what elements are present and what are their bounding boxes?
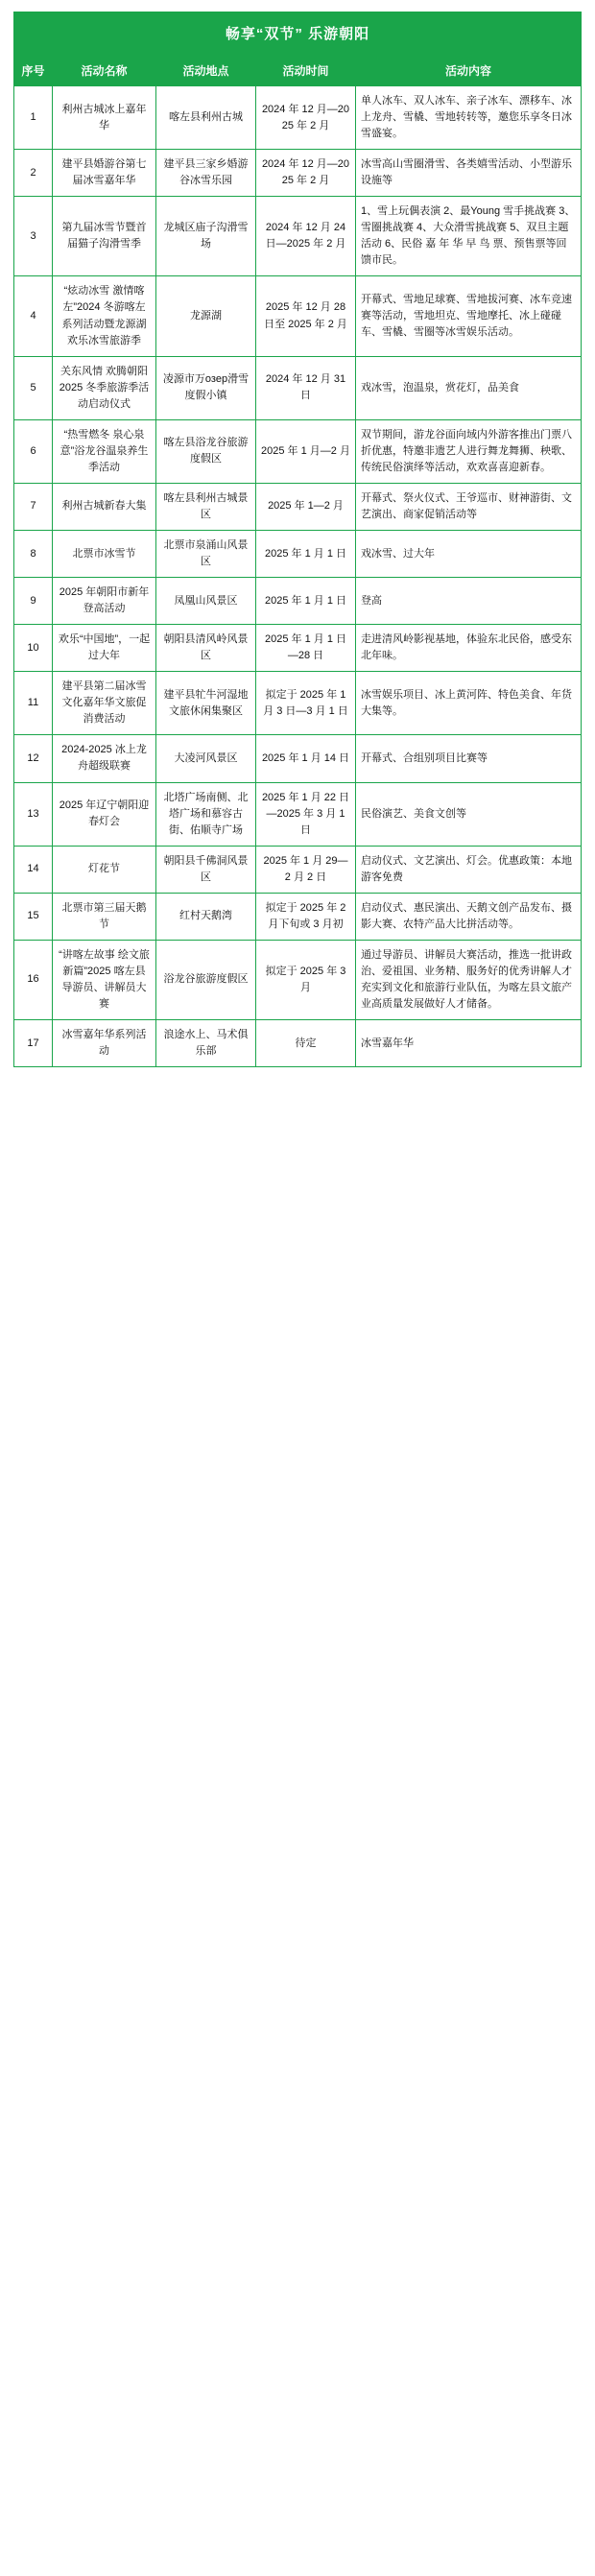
column-header-name: 活动名称 xyxy=(53,56,156,86)
row-index-cell: 5 xyxy=(14,356,53,419)
activity-name-cell: 冰雪嘉年华系列活动 xyxy=(53,1020,156,1067)
activity-desc-cell: 双节期间，游龙谷面向域内外游客推出门票八折优惠，特邀非遗艺人进行舞龙舞狮、秧歌、传统民俗演绎等活动，欢欢喜喜迎新春。 xyxy=(356,419,582,483)
activity-desc-cell: 冰雪嘉年华 xyxy=(356,1020,582,1067)
activity-desc-cell: 启动仪式、文艺演出、灯会。优惠政策：本地游客免费 xyxy=(356,846,582,893)
row-index-cell: 9 xyxy=(14,578,53,625)
activity-place-cell: 龙城区庙子沟滑雪场 xyxy=(156,197,256,276)
table-row xyxy=(14,625,582,672)
activity-desc-cell: 冰雪高山雪圈滑雪、各类嬉雪活动、小型游乐设施等 xyxy=(356,150,582,197)
activity-name-cell: 利州古城冰上嘉年华 xyxy=(53,86,156,150)
row-index-cell: 2 xyxy=(14,150,53,197)
table-row xyxy=(14,86,582,150)
activity-name-cell: 北票市第三届天鹅节 xyxy=(53,893,156,940)
activity-desc-cell: 戏冰雪、过大年 xyxy=(356,530,582,577)
table-row xyxy=(14,940,582,1019)
row-index-cell: 13 xyxy=(14,782,53,846)
activity-time-cell: 2024 年 12 月—2025 年 2 月 xyxy=(256,150,356,197)
row-index-cell: 6 xyxy=(14,419,53,483)
activity-time-cell: 拟定于 2025 年 1 月 3 日—3 月 1 日 xyxy=(256,672,356,735)
activity-name-cell: 2024-2025 冰上龙舟超级联赛 xyxy=(53,735,156,782)
activity-name-cell: 2025 年朝阳市新年登高活动 xyxy=(53,578,156,625)
table-row xyxy=(14,578,582,625)
activity-time-cell: 待定 xyxy=(256,1020,356,1067)
activity-desc-cell: 开幕式、雪地足球赛、雪地拔河赛、冰车竞速赛等活动，雪地坦克、雪地摩托、冰上碰碰车、雪橇、雪圈等冰雪娱乐活动。 xyxy=(356,276,582,356)
table-row xyxy=(14,356,582,419)
activity-name-cell: “讲喀左故事 绘文旅新篇”2025 喀左县导游员、讲解员大赛 xyxy=(53,940,156,1019)
activity-desc-cell: 1、雪上玩偶表演 2、最Young 雪手挑战赛 3、雪圈挑战赛 4、大众滑雪挑战赛 5、双旦主题活动 6、民俗 嘉 年 华 早 鸟 票、预售票等回馈市民。 xyxy=(356,197,582,276)
table-row xyxy=(14,419,582,483)
row-index-cell: 3 xyxy=(14,197,53,276)
activity-place-cell: 浴龙谷旅游度假区 xyxy=(156,940,256,1019)
activity-place-cell: 喀左县利州古城 xyxy=(156,86,256,150)
table-row xyxy=(14,893,582,940)
activity-place-cell: 北票市泉涌山风景区 xyxy=(156,530,256,577)
table-row xyxy=(14,483,582,530)
activity-place-cell: 北塔广场南侧、北塔广场和慕容古街、佑顺寺广场 xyxy=(156,782,256,846)
activity-schedule-table xyxy=(13,55,582,1067)
activity-name-cell: 2025 年辽宁朝阳迎春灯会 xyxy=(53,782,156,846)
row-index-cell: 16 xyxy=(14,940,53,1019)
activity-name-cell: 利州古城新春大集 xyxy=(53,483,156,530)
column-header-no: 序号 xyxy=(14,56,53,86)
table-row xyxy=(14,197,582,276)
activity-name-cell: 关东风情 欢腾朝阳 2025 冬季旅游季活动启动仪式 xyxy=(53,356,156,419)
activity-place-cell: 喀左县利州古城景区 xyxy=(156,483,256,530)
table-row xyxy=(14,276,582,356)
row-index-cell: 11 xyxy=(14,672,53,735)
table-body xyxy=(14,86,582,1067)
row-index-cell: 7 xyxy=(14,483,53,530)
activity-desc-cell: 开幕式、祭火仪式、王爷巡市、财神游街、文艺演出、商家促销活动等 xyxy=(356,483,582,530)
activity-name-cell: “炫动冰雪 激情喀左”2024 冬游喀左系列活动暨龙源湖欢乐冰雪旅游季 xyxy=(53,276,156,356)
activity-time-cell: 2025 年 1 月 1 日—28 日 xyxy=(256,625,356,672)
activity-time-cell: 2025 年 1—2 月 xyxy=(256,483,356,530)
activity-time-cell: 2025 年 1 月 22 日—2025 年 3 月 1 日 xyxy=(256,782,356,846)
table-row xyxy=(14,846,582,893)
activity-place-cell: 建平县牤牛河湿地文旅休闲集聚区 xyxy=(156,672,256,735)
activity-desc-cell: 通过导游员、讲解员大赛活动，推选一批讲政治、爱祖国、业务精、服务好的优秀讲解人才充实到文化和旅游行业队伍，为喀左县文旅产业高质量发展做好人才储备。 xyxy=(356,940,582,1019)
row-index-cell: 4 xyxy=(14,276,53,356)
page-title: 畅享“双节” 乐游朝阳 xyxy=(13,12,582,55)
activity-time-cell: 2024 年 12 月—2025 年 2 月 xyxy=(256,86,356,150)
activity-name-cell: 建平县第二届冰雪文化嘉年华文旅促消费活动 xyxy=(53,672,156,735)
document-page xyxy=(0,0,595,1081)
activity-name-cell: 建平县婚游谷第七届冰雪嘉年华 xyxy=(53,150,156,197)
activity-name-cell: “热雪燃冬 泉心泉意”浴龙谷温泉养生季活动 xyxy=(53,419,156,483)
activity-time-cell: 2025 年 1 月 14 日 xyxy=(256,735,356,782)
activity-time-cell: 2025 年 12 月 28 日至 2025 年 2 月 xyxy=(256,276,356,356)
activity-time-cell: 拟定于 2025 年 2 月下旬或 3 月初 xyxy=(256,893,356,940)
activity-time-cell: 2024 年 12 月 31 日 xyxy=(256,356,356,419)
column-header-place: 活动地点 xyxy=(156,56,256,86)
activity-name-cell: 北票市冰雪节 xyxy=(53,530,156,577)
activity-place-cell: 建平县三家乡婚游谷冰雪乐园 xyxy=(156,150,256,197)
table-row xyxy=(14,672,582,735)
activity-time-cell: 2025 年 1 月 1 日 xyxy=(256,530,356,577)
table-row xyxy=(14,530,582,577)
table-header-row xyxy=(14,56,582,86)
activity-place-cell: 朝阳县清风岭风景区 xyxy=(156,625,256,672)
table-row xyxy=(14,735,582,782)
activity-desc-cell: 冰雪娱乐项目、冰上黄河阵、特色美食、年货大集等。 xyxy=(356,672,582,735)
table-row xyxy=(14,150,582,197)
table-row xyxy=(14,1020,582,1067)
activity-name-cell: 欢乐“中国地”，一起过大年 xyxy=(53,625,156,672)
activity-time-cell: 拟定于 2025 年 3 月 xyxy=(256,940,356,1019)
row-index-cell: 14 xyxy=(14,846,53,893)
row-index-cell: 12 xyxy=(14,735,53,782)
activity-desc-cell: 民俗演艺、美食文创等 xyxy=(356,782,582,846)
activity-place-cell: 浪途水上、马术俱乐部 xyxy=(156,1020,256,1067)
activity-place-cell: 凤凰山风景区 xyxy=(156,578,256,625)
activity-time-cell: 2024 年 12 月 24 日—2025 年 2 月 xyxy=(256,197,356,276)
activity-place-cell: 龙源湖 xyxy=(156,276,256,356)
activity-place-cell: 大凌河风景区 xyxy=(156,735,256,782)
table-row xyxy=(14,782,582,846)
column-header-desc: 活动内容 xyxy=(356,56,582,86)
row-index-cell: 15 xyxy=(14,893,53,940)
activity-desc-cell: 登高 xyxy=(356,578,582,625)
activity-place-cell: 凌源市万озер滑雪度假小镇 xyxy=(156,356,256,419)
activity-place-cell: 喀左县浴龙谷旅游度假区 xyxy=(156,419,256,483)
activity-desc-cell: 走进清风岭影视基地，体验东北民俗，感受东北年味。 xyxy=(356,625,582,672)
row-index-cell: 17 xyxy=(14,1020,53,1067)
row-index-cell: 8 xyxy=(14,530,53,577)
activity-place-cell: 朝阳县千佛洞风景区 xyxy=(156,846,256,893)
activity-time-cell: 2025 年 1 月 1 日 xyxy=(256,578,356,625)
activity-name-cell: 灯花节 xyxy=(53,846,156,893)
column-header-time: 活动时间 xyxy=(256,56,356,86)
activity-name-cell: 第九届冰雪节暨首届猫子沟滑雪季 xyxy=(53,197,156,276)
activity-desc-cell: 戏冰雪，泡温泉，赏花灯，品美食 xyxy=(356,356,582,419)
row-index-cell: 10 xyxy=(14,625,53,672)
activity-desc-cell: 单人冰车、双人冰车、亲子冰车、漂移车、冰上龙舟、雪橇、雪地转转等，邀您乐享冬日冰雪盛宴。 xyxy=(356,86,582,150)
row-index-cell: 1 xyxy=(14,86,53,150)
activity-desc-cell: 开幕式、合组别项目比赛等 xyxy=(356,735,582,782)
activity-place-cell: 红村天鹅湾 xyxy=(156,893,256,940)
activity-desc-cell: 启动仪式、惠民演出、天鹅文创产品发布、摄影大赛、农特产品大比拼活动等。 xyxy=(356,893,582,940)
activity-time-cell: 2025 年 1 月—2 月 xyxy=(256,419,356,483)
activity-time-cell: 2025 年 1 月 29—2 月 2 日 xyxy=(256,846,356,893)
